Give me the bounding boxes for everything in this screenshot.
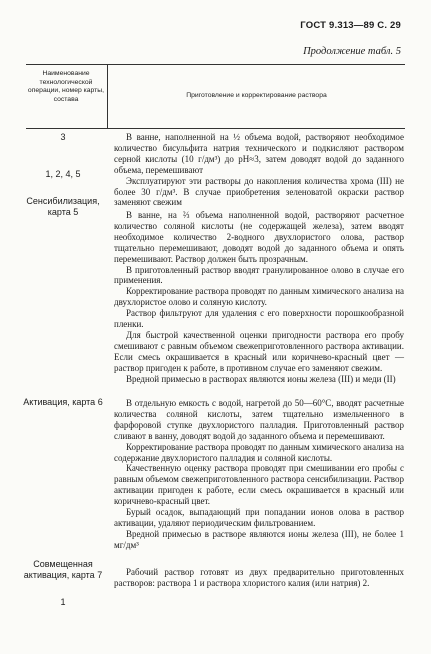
text-block-sensibilization — [114, 210, 404, 385]
text-block-row3 — [114, 132, 404, 208]
table-top-rule — [26, 64, 405, 65]
paragraph: Раствор фильтруют для удаления с его поверхности порошкообразной пленки. — [114, 308, 404, 330]
row-number-3: 3 — [60, 132, 66, 142]
column-header-operation: Наименование технологической операции, номер карты, состава — [27, 70, 105, 103]
paragraph: Для быстрой качественной оценки пригодности раствора его пробу смешивают с равным объемом свежеприготовленного раствора активации. Если смесь окрашивается в красный или коричнево-красный цвет — раствор пригоден к работе, в противном случае его заменяют свежим. — [114, 329, 404, 373]
paragraph: Эксплуатируют эти растворы до накопления количества хрома (III) не более 30 г/дм³. В случае приобретения зеленоватой окраски раствор заменяют свежим — [114, 175, 404, 208]
paragraph: Качественную оценку раствора проводят при смешивании его пробы с равным объемом свежеприготовленного раствора сенсибилизации. Раствор активации пригоден к работе, если смесь окрашивается в красный или коричнево-красный цвет. — [114, 463, 404, 507]
table-continuation: Продолжение табл. 5 — [303, 46, 401, 57]
text-block-combined-activation — [114, 567, 404, 589]
paragraph: В ванне, наполненной на ½ объема водой, растворяют необходимое количество бисульфита натрия технического и подкисляют раствором серной кислоты (10 г/дм³) до pH≈3, затем доводят водой до заданного объема, перемешивают — [114, 132, 404, 175]
paragraph: Бурый осадок, выпадающий при попадании ионов олова в раствор активации, удаляют периодическим фильтрованием. — [114, 507, 404, 528]
paragraph: В приготовленный раствор вводят гранулированное олово в случае его применения. — [114, 264, 404, 286]
column-header-preparation: Приготовление и корректирование раствора — [186, 92, 327, 99]
row-combined-activation: Совмещенная активация, карта 7 — [23, 559, 103, 580]
text-block-activation — [114, 398, 404, 551]
paragraph: Вредной примесью в растворе являются ионы железа (III), не более 1 мг/дм³ — [114, 528, 404, 550]
row-compositions: 1, 2, 4, 5 — [45, 169, 81, 179]
row-activation: Активация, карта 6 — [23, 397, 103, 407]
table-header-rule — [26, 128, 405, 129]
standard-header: ГОСТ 9.313—89 С. 29 — [300, 20, 401, 31]
paragraph: Корректирование раствора проводят по данным химического анализа на содержание двухлористого палладия и соляной кислоты. — [114, 441, 404, 463]
paragraph: Вредной примесью в растворах являются ионы железа (III) и меди (II) — [126, 373, 396, 384]
paragraph: Рабочий раствор готовят из двух предварительно приготовленных растворов: раствора 1 и раствора хлористого калия (или натрия) 2. — [114, 567, 404, 588]
row-sensibilization: Сенсибилизация, карта 5 — [26, 196, 100, 217]
row-composition-1: 1 — [60, 597, 66, 607]
paragraph: В ванне, на ⅔ объема наполненной водой, растворяют расчетное количество соляной кислоты (не содержащей железа), затем вводят необходимое количество 2-водного двухлористого олова, раствор тщательно перемешивают, доводят водой до заданного объема и опять перемешивают. Раствор должен быть прозрачным. — [114, 210, 404, 264]
paragraph: В отдельную емкость с водой, нагретой до 50—60°С, вводят расчетные количества соляной кислоты, затем тщательно измельченного в фарфоровой ступке двухлористого палладия. Приготовленный раствор сливают в ванну, доводят водой до заданного объема и перемешивают. — [114, 398, 404, 441]
paragraph: Корректирование раствора проводят по данным химического анализа на двухлористое олово и соляную кислоту. — [114, 286, 404, 308]
